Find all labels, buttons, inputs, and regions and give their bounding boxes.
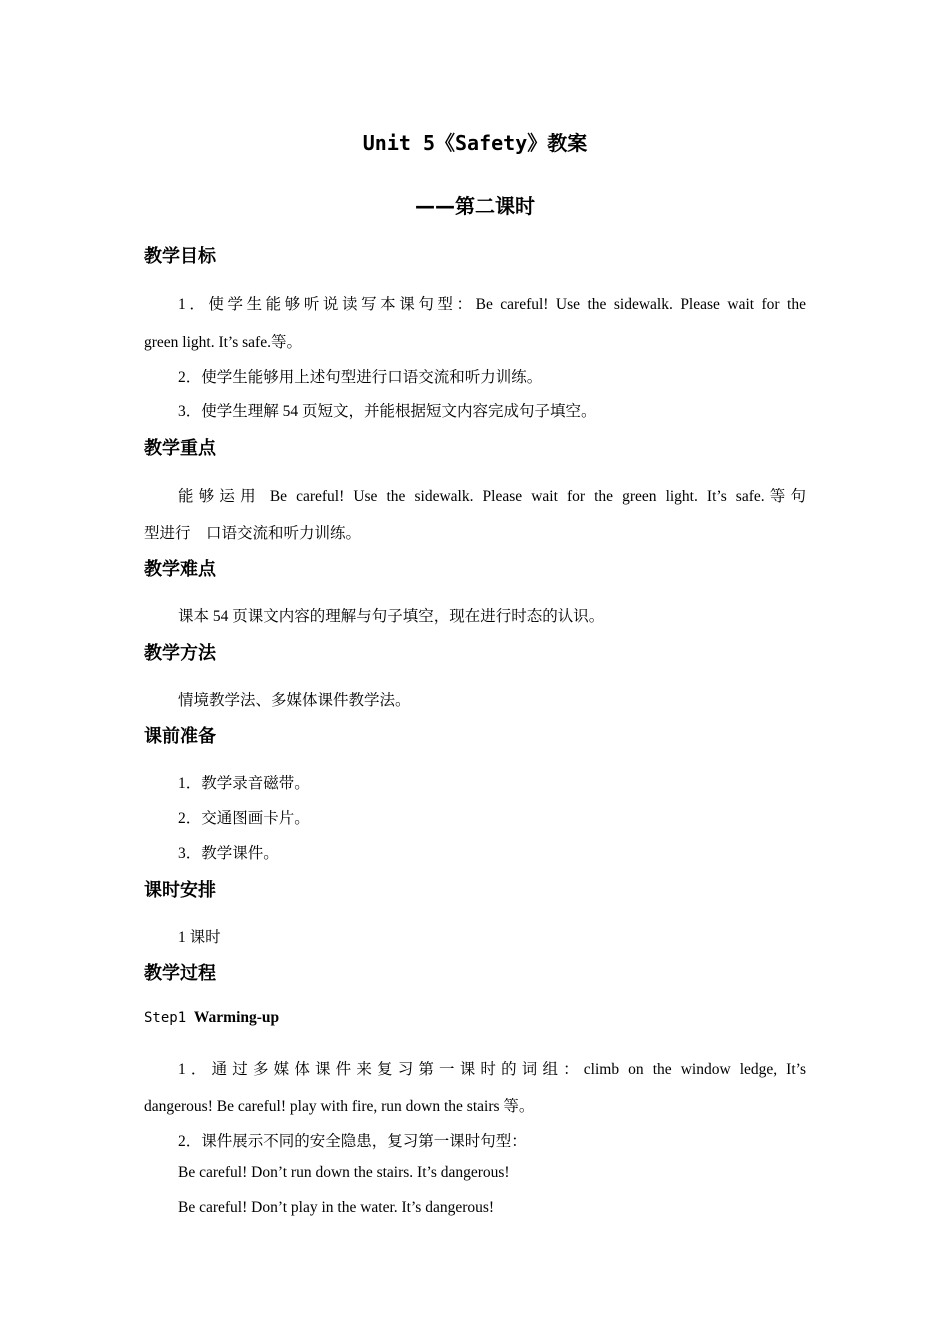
preparation-1: 1．教学录音磁带。 <box>178 775 310 792</box>
heading-difficulties: 教学难点 <box>144 559 216 580</box>
heading-objectives: 教学目标 <box>144 246 216 267</box>
objective-2: 2．使学生能够用上述句型进行口语交流和听力训练。 <box>178 369 543 386</box>
example-sentence-2: Be careful! Don’t play in the water. It’s dangerous! <box>178 1199 495 1216</box>
schedule-text: 1 课时 <box>178 929 221 946</box>
objective-3: 3．使学生理解 54 页短文，并能根据短文内容完成句子填空。 <box>178 403 597 420</box>
heading-process: 教学过程 <box>144 963 216 984</box>
objective-1-line-1: 1．使学生能够听说读写本课句型：Be careful! Use the sidewalk. Please wait for the <box>178 296 806 313</box>
step-1-heading <box>144 1009 279 1027</box>
document-subtitle: ——第二课时 <box>415 194 535 218</box>
example-sentence-1: Be careful! Don’t run down the stairs. It’s dangerous! <box>178 1164 510 1181</box>
heading-key-points: 教学重点 <box>144 438 216 459</box>
preparation-3: 3．教学课件。 <box>178 845 279 862</box>
step-label: Step1 <box>144 1010 187 1026</box>
step-title: Warming-up <box>193 1009 280 1026</box>
heading-preparation: 课前准备 <box>144 726 216 747</box>
document-title: Unit 5《Safety》教案 <box>362 131 588 155</box>
process-2: 2．课件展示不同的安全隐患，复习第一课时句型： <box>178 1133 527 1150</box>
process-1-line-2: dangerous! Be careful! play with fire, run down the stairs 等。 <box>144 1098 535 1115</box>
difficulties-text: 课本 54 页课文内容的理解与句子填空，现在进行时态的认识。 <box>178 608 605 625</box>
heading-methods: 教学方法 <box>144 643 216 664</box>
heading-schedule: 课时安排 <box>144 880 216 901</box>
key-points-line-2: 型进行 口语交流和听力训练。 <box>144 525 362 542</box>
process-1-line-1: 1．通过多媒体课件来复习第一课时的词组：climb on the window ledge, It’s <box>178 1061 806 1078</box>
preparation-2: 2．交通图画卡片。 <box>178 810 310 827</box>
methods-text: 情境教学法、多媒体课件教学法。 <box>178 692 411 709</box>
key-points-line-1: 能够运用 Be careful! Use the sidewalk. Please wait for the green light. It’s safe.等句 <box>178 488 806 505</box>
objective-1-line-2: green light. It’s safe.等。 <box>144 334 302 351</box>
